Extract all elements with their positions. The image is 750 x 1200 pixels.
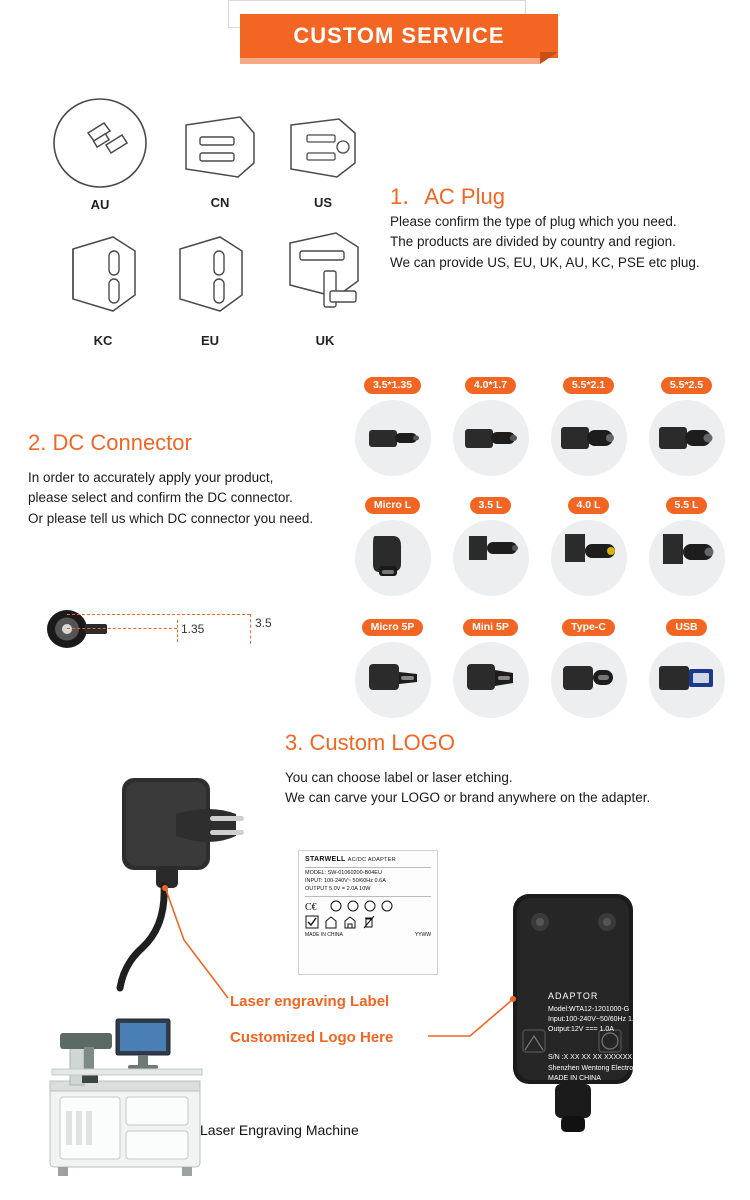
banner: [240, 14, 558, 58]
dc-item-4: [345, 495, 440, 596]
plug-label-cn: CN: [210, 195, 230, 210]
dc-item-11: [639, 617, 734, 718]
au-plug-icon: [48, 95, 152, 195]
measure-line-outer: [67, 614, 250, 615]
adaptor-output: Output:12V === 1.0A: [548, 1026, 614, 1034]
cn-plug-icon: [174, 107, 266, 193]
adaptor-back-text: [548, 990, 668, 1084]
dc-tag-2: 5.5*2.1: [563, 377, 614, 394]
label-brand-sub: AC/DC ADAPTER: [347, 857, 396, 863]
page-title: CUSTOM SERVICE: [293, 23, 505, 48]
svg-text:C€: C€: [305, 902, 317, 912]
ce-mark-icon: [305, 901, 325, 911]
section3-line-2: We can carve your LOGO or brand anywhere on the adapter.: [285, 790, 651, 806]
house-alt-icon: [343, 915, 357, 929]
plug-item-eu: [155, 223, 265, 348]
dc-tag-0: 3.5*1.35: [364, 377, 421, 394]
plug-item-kc: [48, 223, 158, 348]
label-divider-1: [305, 867, 431, 868]
machine-caption: Laser Engraving Machine: [200, 1122, 359, 1138]
kc-plug-icon: [55, 223, 151, 331]
dc-tag-8: Micro 5P: [362, 619, 424, 636]
section2-line-2: please select and confirm the DC connector.: [28, 490, 293, 506]
measure-value-outer: 3.5: [255, 616, 272, 630]
product-label-card: [298, 850, 438, 975]
us-plug-icon: [277, 109, 369, 193]
plug-label-eu: EU: [200, 333, 220, 348]
dc-item-2: [541, 375, 636, 476]
dc-tag-1: 4.0*1.7: [465, 377, 516, 394]
measure-tick-outer: [250, 614, 251, 644]
header-banner: [228, 0, 558, 70]
adaptor-cert-space: [548, 1035, 668, 1053]
plug-label-au: AU: [90, 197, 110, 212]
section3-body: [285, 768, 735, 809]
adaptor-title: ADAPTOR: [548, 991, 599, 1001]
dc-tag-4: Micro L: [365, 497, 420, 514]
dc-item-8: [345, 617, 440, 718]
plug-label-us: US: [313, 195, 333, 210]
dc-connector-grid: [345, 375, 745, 715]
dc-tag-5: 3.5 L: [470, 497, 512, 514]
eu-plug-icon: [162, 223, 258, 331]
tuv-mark-icon: [364, 900, 376, 912]
section2-line-1: In order to accurately apply your product,: [28, 470, 274, 485]
dc-icon-9: [453, 642, 529, 718]
uk-plug-icon: [270, 221, 380, 331]
dc-item-3: [639, 375, 734, 476]
adaptor-company: Shenzhen Wentong Electronic Co.,Ltd: [548, 1064, 667, 1072]
plug-item-uk: [265, 221, 385, 348]
label-brand-name: STARWELL: [305, 856, 346, 863]
dc-icon-2: [551, 400, 627, 476]
section1-title: 1．AC Plug: [390, 184, 505, 209]
checkbox-icon: [305, 915, 319, 929]
label-model: MODEL: SW-01060200-B04EU: [305, 870, 382, 877]
label-cert-row-2: [305, 915, 431, 929]
dc-item-7: [639, 495, 734, 596]
label-output: OUTPUT 5.0V = 2.0A 10W: [305, 886, 371, 893]
dc-tag-7: 5.5 L: [666, 497, 708, 514]
rohs-icon: [330, 900, 342, 912]
section1-line-1: Please confirm the type of plug which you need.: [390, 214, 677, 229]
laser-engraving-machine-illustration: [30, 985, 230, 1180]
plug-item-au: [40, 95, 160, 212]
gs-mark-icon: [347, 900, 359, 912]
dc-item-9: [443, 617, 538, 718]
label-date-code: YYWW: [414, 932, 431, 939]
dc-icon-6: [551, 520, 627, 596]
dc-tag-6: 4.0 L: [568, 497, 610, 514]
section2-body: [28, 468, 373, 529]
adaptor-input: Input:100-240V~50/60Hz 1.6A: [548, 1016, 643, 1024]
dc-icon-8: [355, 642, 431, 718]
plug-item-us: [268, 109, 378, 210]
measure-tick-inner: [177, 620, 178, 642]
plug-item-cn: [165, 107, 275, 210]
dc-icon-5: [453, 520, 529, 596]
section1-body: [390, 212, 740, 273]
dc-icon-3: [649, 400, 725, 476]
dc-item-5: [443, 495, 538, 596]
dc-item-10: [541, 617, 636, 718]
dc-icon-0: [355, 400, 431, 476]
label-made-in: MADE IN CHINA: [305, 932, 343, 939]
section2-title: 2. DC Connector: [28, 430, 192, 455]
label-input: INPUT: 100-240V~ 50/60Hz 0.6A: [305, 878, 386, 885]
dc-icon-1: [453, 400, 529, 476]
section2-line-3: Or please tell us which DC connector you need.: [28, 510, 314, 526]
section1-line-2: The products are divided by country and region.: [390, 234, 676, 250]
label-brand: [305, 855, 431, 865]
house-icon: [324, 915, 338, 929]
plug-label-uk: UK: [315, 333, 335, 348]
ul-mark-icon: [381, 900, 393, 912]
dc-tag-10: Type-C: [562, 619, 615, 636]
dc-icon-11: [649, 642, 725, 718]
banner-shadow: [240, 58, 540, 64]
measure-line-inner: [67, 628, 177, 629]
adaptor-made-in: MADE IN CHINA: [548, 1074, 601, 1082]
dc-icon-7: [649, 520, 725, 596]
section3-line-1: You can choose label or laser etching.: [285, 770, 513, 785]
dc-icon-4: [355, 520, 431, 596]
white-adapter-illustration: [60, 770, 250, 1000]
callout-custom-logo: Customized Logo Here: [230, 1029, 394, 1046]
banner-notch: [540, 52, 558, 64]
plug-type-grid: [30, 95, 375, 365]
dc-tag-9: Mini 5P: [463, 619, 518, 636]
dc-item-6: [541, 495, 636, 596]
section3-title: 3. Custom LOGO: [285, 730, 455, 755]
dc-tag-11: USB: [666, 619, 706, 636]
section1-line-3: We can provide US, EU, UK, AU, KC, PSE etc plug.: [390, 254, 700, 270]
dc-tag-3: 5.5*2.5: [661, 377, 712, 394]
dc-icon-10: [551, 642, 627, 718]
weee-bin-icon: [362, 915, 376, 929]
plug-label-kc: KC: [93, 333, 113, 348]
label-cert-row-1: [305, 900, 431, 912]
adaptor-model: Model:WTA12-1201000-G: [548, 1006, 630, 1014]
dc-item-0: [345, 375, 440, 476]
callout-laser-label: Laser engraving Label: [230, 993, 390, 1010]
adaptor-serial: S/N :X XX XX XX XXXXXX: [548, 1054, 633, 1062]
dc-item-1: [443, 375, 538, 476]
measure-value-inner: 1.35: [181, 622, 205, 636]
connector-measurement-diagram: [45, 600, 275, 660]
label-divider-2: [305, 896, 431, 897]
